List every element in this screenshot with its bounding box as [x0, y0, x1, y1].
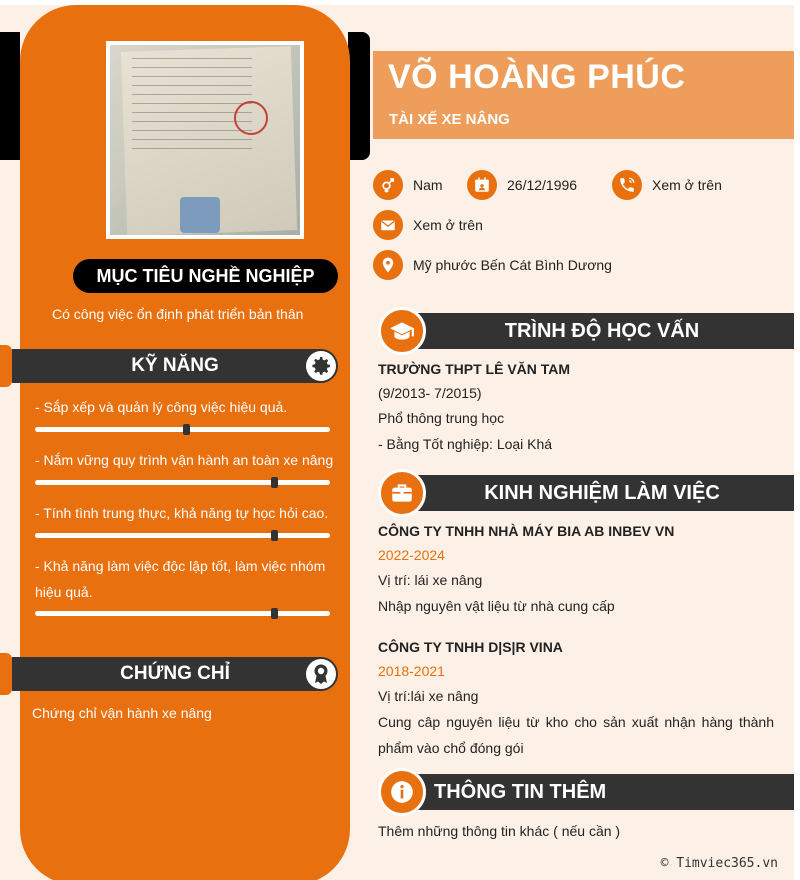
profile-photo — [106, 41, 304, 239]
education-note: - Bằng Tốt nghiệp: Loại Khá — [378, 436, 553, 452]
section-notch — [0, 345, 12, 387]
envelope-icon — [373, 210, 403, 240]
skill-item: - Sắp xếp và quản lý công việc hiệu quả. — [35, 399, 288, 415]
phone-icon — [612, 170, 642, 200]
certificate-text: Chứng chỉ vận hành xe nâng — [32, 705, 212, 721]
gender-row — [373, 170, 443, 200]
email-text: Xem ở trên — [413, 217, 483, 233]
skill-bar-handle — [271, 608, 278, 619]
extra-info-text: Thêm những thông tin khác ( nếu cần ) — [378, 823, 621, 839]
skill-item: - Tính tình trung thực, khả năng tự học hỏi cao. — [35, 505, 329, 521]
skill-item: - Nắm vững quy trình vận hành an toàn xe nâng — [35, 452, 334, 468]
address-row — [373, 250, 612, 280]
school-name: TRƯỜNG THPT LÊ VĂN TAM — [378, 361, 571, 377]
skill-bar — [35, 611, 330, 616]
location-pin-icon — [373, 250, 403, 280]
job-period: 2022-2024 — [378, 547, 445, 563]
gender-text: Nam — [413, 177, 443, 193]
experience-title: KINH NGHIỆM LÀM VIỆC — [484, 482, 720, 504]
skill-item: - Khả năng làm việc độc lập tốt, làm việc nhóm hiệu quả. — [35, 558, 326, 600]
skills-header — [12, 349, 338, 383]
phone-row — [612, 170, 722, 200]
skill-bar-handle — [271, 530, 278, 541]
section-notch — [0, 653, 12, 695]
decor-band-left — [0, 32, 20, 160]
extra-info-header — [378, 768, 794, 814]
experience-header — [378, 469, 794, 515]
job-position: Vị trí: lái xe nâng — [378, 572, 483, 588]
email-row — [373, 210, 483, 240]
job-period: 2018-2021 — [378, 663, 445, 679]
gender-icon — [373, 170, 403, 200]
job-description: Nhập nguyên vật liệu từ nhà cung cấp — [378, 598, 615, 614]
award-icon — [306, 659, 336, 689]
skill-bar-handle — [183, 424, 190, 435]
address-text: Mỹ phước Bến Cát Bình Dương — [413, 257, 612, 273]
job-position: Vị trí:lái xe nâng — [378, 688, 479, 704]
objective-text: Có công việc ổn định phát triển bản thân — [52, 306, 304, 322]
left-column — [20, 5, 350, 880]
candidate-name: VÕ HOÀNG PHÚC — [388, 58, 686, 96]
phone-text: Xem ở trên — [652, 177, 722, 193]
job-company: CÔNG TY TNHH D|S|R VINA — [378, 639, 563, 655]
skill-bar — [35, 427, 330, 432]
certificates-title: CHỨNG CHỈ — [120, 663, 230, 684]
education-level: Phổ thông trung học — [378, 410, 505, 426]
info-icon — [378, 768, 426, 816]
skills-title: KỸ NĂNG — [131, 355, 219, 376]
birthdate-text: 26/12/1996 — [507, 177, 578, 193]
skill-bar-handle — [271, 477, 278, 488]
job-description: Cung câp nguyên liệu từ kho cho sản xuất nhận hàng thành phẩm vào chổ đóng gói — [378, 714, 774, 756]
education-period: (9/2013- 7/2015) — [378, 385, 482, 401]
skill-bar — [35, 480, 330, 485]
extra-info-title: THÔNG TIN THÊM — [434, 781, 607, 803]
birthdate-row — [467, 170, 577, 200]
objective-title: MỤC TIÊU NGHỀ NGHIỆP — [73, 259, 338, 293]
education-title: TRÌNH ĐỘ HỌC VẤN — [504, 320, 700, 342]
skill-bar — [35, 533, 330, 538]
education-header — [378, 307, 794, 353]
calendar-icon — [467, 170, 497, 200]
gear-icon — [306, 351, 336, 381]
decor-band-right — [348, 32, 370, 160]
job-company: CÔNG TY TNHH NHÀ MÁY BIA AB INBEV VN — [378, 523, 675, 539]
candidate-role: TÀI XẾ XE NÂNG — [389, 111, 510, 128]
footer-watermark: © Timviec365.vn — [660, 856, 778, 871]
certificates-header — [12, 657, 338, 691]
